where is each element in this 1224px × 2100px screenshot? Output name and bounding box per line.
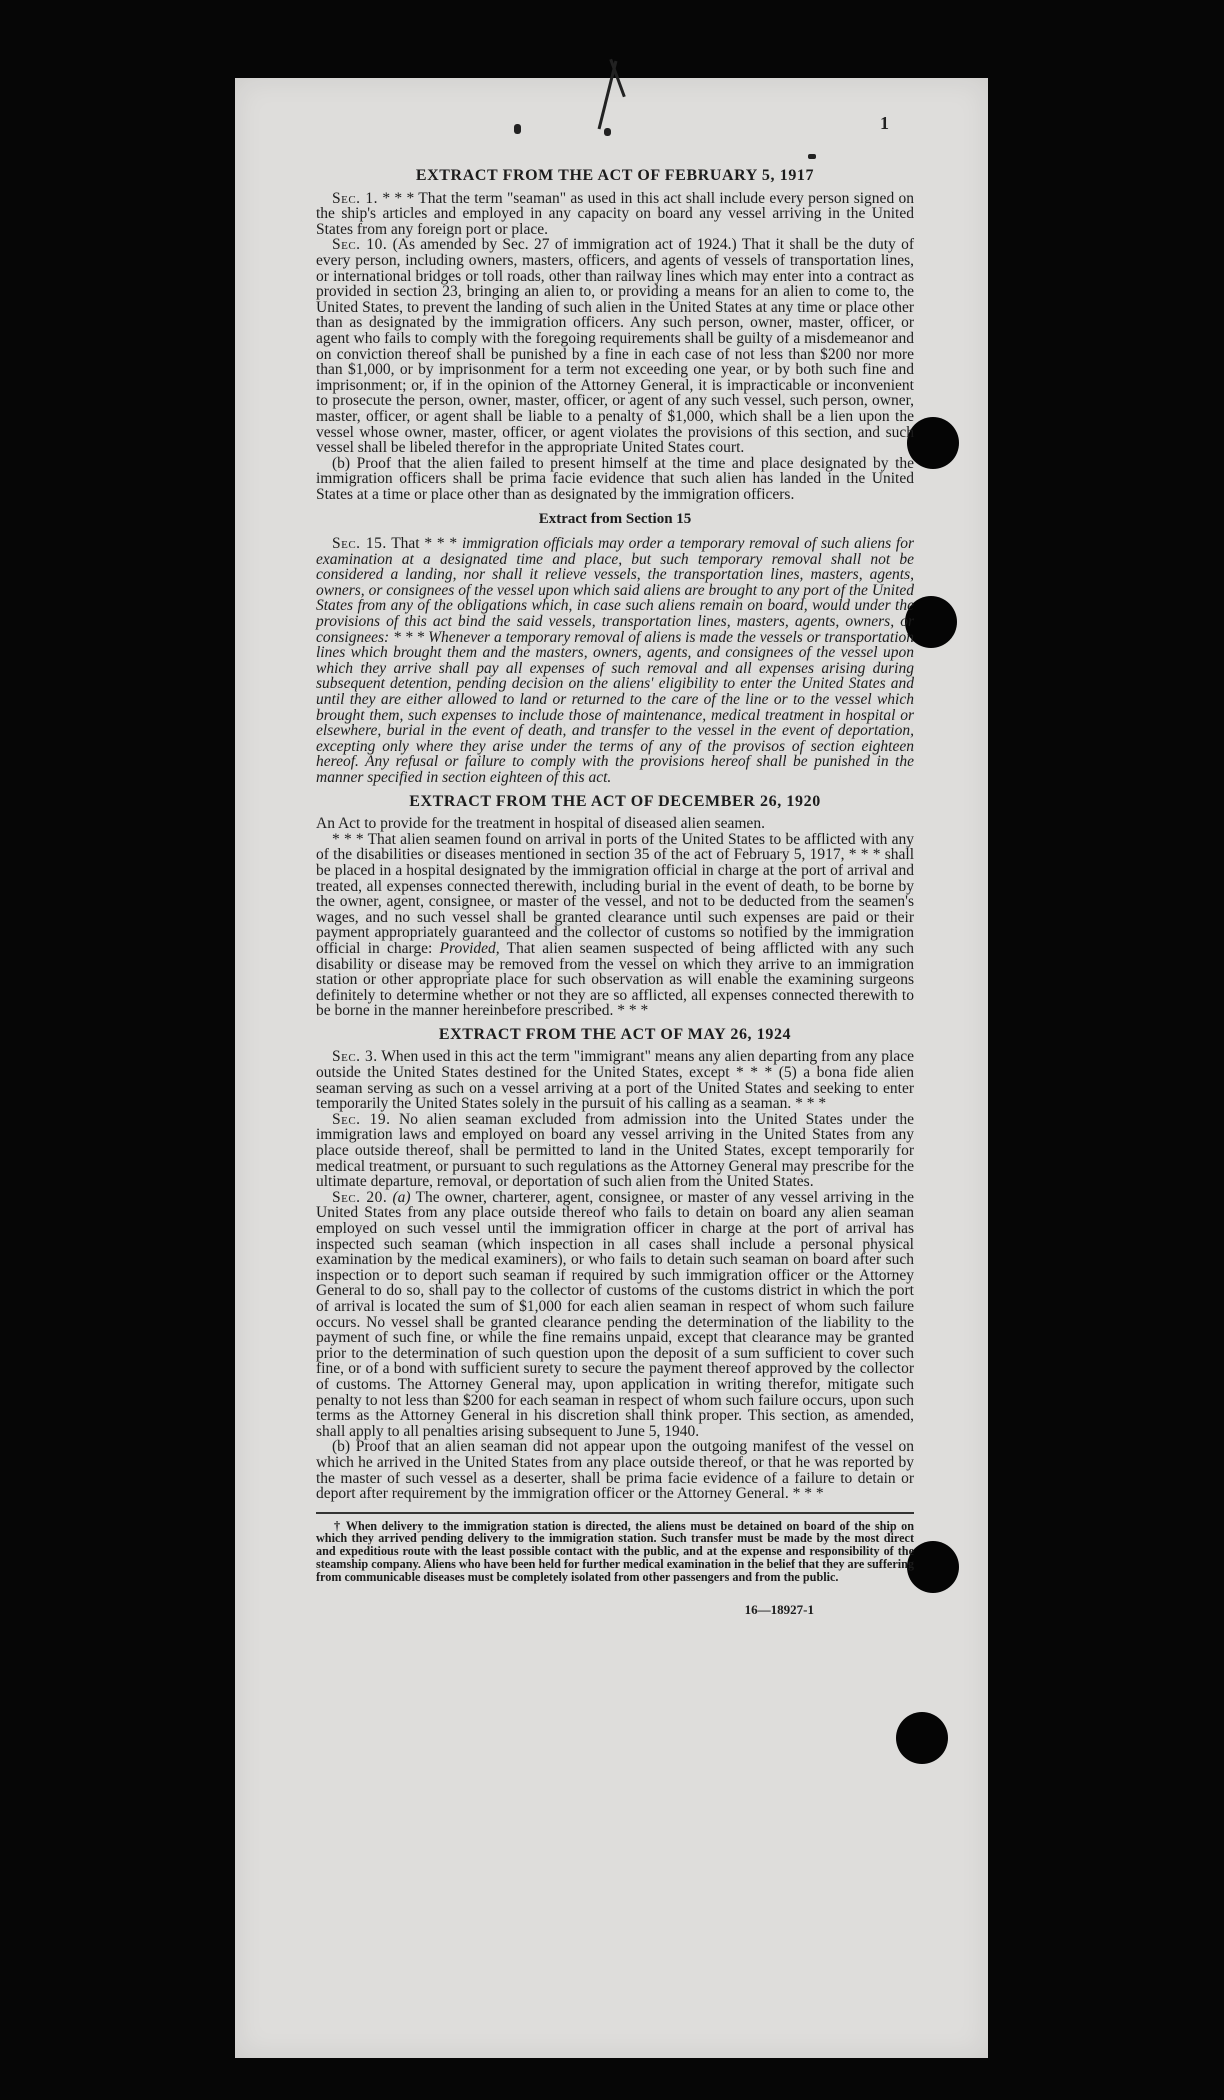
staple-mark — [808, 154, 816, 159]
page-number: 1 — [880, 113, 889, 133]
section-heading-1920: EXTRACT FROM THE ACT OF DECEMBER 26, 1920 — [409, 792, 821, 810]
sec-text: When used in this act the term "immigrant" means any alien departing from any place outside the United States destined for the United States, except * * * (5) a bona fide alien seaman serving as such on a vessel arriving at a port of the United States and seeking to enter temporarily the United States solely in the pursuit of his calling as a seaman. * * * — [316, 1048, 915, 1113]
sec-text: immigration officials may order a temporary removal of such aliens for examination at a designated time and place, but such temporary removal shall not be considered a landing, nor shall it relieve vessels, the transportation lines, masters, agents, owners, or consignees of the vessel upon which said aliens are brought to any port of the United States from any of the obligations which, in case such aliens remain on board, would under the provisions of this act bind the said vessels, transportation lines, masters, agents, owners, or consignees: * * * Whenever a temporary removal of aliens is made the vessels or transportation lines which brought them and the masters, owners, agents, and consignees of the vessel upon which they arrive shall pay all expenses of such removal and all expenses arising during subsequent detention, pending decision on the aliens' eligibility to enter the United States and until they are either allowed to land or returned to the care of the line or to the vessel which brought them, such expenses to include those of maintenance, medical treatment in hospital or elsewhere, burial in the event of death, and transfer to the vessel in the event of deportation, excepting only where they arise under the terms of any of the provisos of section eighteen hereof. Any refusal or failure to comply with the provisions hereof shall be punished in the manner specified in section eighteen of this act. — [316, 535, 915, 786]
punch-hole — [907, 1541, 959, 1593]
sec-3-paragraph — [316, 1049, 914, 1111]
sec-label: Sec. 1. — [332, 189, 378, 207]
sec-15-paragraph — [316, 536, 914, 786]
document-body — [316, 162, 914, 1617]
sec-label: Sec. 15. — [332, 535, 387, 553]
act-1920-paragraph — [316, 832, 914, 1019]
subsection-heading-15: Extract from Section 15 — [538, 511, 692, 528]
punch-hole — [896, 1712, 948, 1764]
sec-19-paragraph — [316, 1112, 914, 1190]
act-text: * * * That alien seamen found on arrival in ports of the United States to be afflicted with any of the disabilities or diseases mentioned in section 35 of the act of February 5, 1917, * * * shall be placed in a hospital designated by the immigration official in charge at the port of arrival and treated, all expenses connected therewith, including burial in the event of death, to be borne by the owner, agent, consignee, or master of the vessel, and not to be deducted from the seamen's wages, and no such vessel shall be granted clearance until such expenses are paid or their payment appropriately guaranteed and the collector of customs so notified by the immigration official in charge: — [316, 830, 914, 957]
provided-term: Provided, — [439, 939, 500, 957]
sec-1-paragraph — [316, 191, 914, 238]
staple-mark — [604, 128, 611, 136]
sec-text: (As amended by Sec. 27 of immigration act of 1924.) That it shall be the duty of every person, including owners, masters, officers, and agents of vessels of transportation lines, or international bridges or toll roads, other than railway lines which may enter into a contract as provided in section 23, bringing an alien to, or providing a means for an alien to come to, the United States, to prevent the landing of such alien in the United States at any time or place other than as designated by the immigration officers. Any such person, owner, master, officer, or agent who fails to comply with the foregoing requirements shall be guilty of a misdemeanor and on conviction thereof shall be punished by a fine in each case of not less than $200 nor more than $1,000, or by imprisonment for a term not exceeding one year, or by both such fine and imprisonment; or, if in the opinion of the Attorney General, it is impracticable or inconvenient to prosecute the person, owner, master, officer, or agent of any such vessel, such person, owner, master, officer, or agent shall be liable to a penalty of $1,000, which shall be a lien upon the vessel whose owner, master, officer, or agent violates the provisions of this section, and such vessel shall be libeled therefor in the appropriate United States court. — [316, 236, 915, 457]
sec-label: Sec. 19. — [332, 1110, 391, 1128]
sec-label: Sec. 3. — [332, 1048, 378, 1066]
footnote — [316, 1520, 914, 1584]
sec-20-b-paragraph: (b) Proof that an alien seaman did not appear upon the outgoing manifest of the vessel on which he arrived in the United States from any place outside thereof, or that he was reported by the master of such vessel as a deserter, shall be prima facie evidence of a failure to detain or deport after requirement by the immigration officer or the Attorney General. * * * — [316, 1438, 914, 1503]
act-1920-title: An Act to provide for the treatment in hospital of diseased alien seamen. — [316, 815, 765, 833]
act-text: That alien seamen suspected of being afflicted with any such disability or disease may be removed from the vessel on which they arrive to an immigration station or other appropriate place for such observation as will enable the examining surgeons definitely to determine whether or not they are so afflicted, all expenses connected therewith to be borne in the manner hereinbefore prescribed. * * * — [316, 939, 914, 1020]
staple-mark — [514, 124, 521, 134]
section-heading-1924: EXTRACT FROM THE ACT OF MAY 26, 1924 — [438, 1025, 792, 1043]
sec-text: No alien seaman excluded from admission into the United States under the immigration laws and employed on board any vessel arriving in the United States from any place outside thereof, shall be permitted to land in the United States, except temporarily for medical treatment, or pursuant to such regulations as the Attorney General may prescribe for the ultimate departure, removal, or deportation of such alien from the United States. — [316, 1110, 915, 1191]
sec-10-paragraph — [316, 237, 914, 455]
punch-hole — [907, 417, 959, 469]
form-number: 16—18927-1 — [744, 1601, 814, 1617]
sec-20-paragraph — [316, 1190, 914, 1440]
sec-label: Sec. 10. — [332, 236, 388, 254]
subsection-mark: (a) — [392, 1188, 411, 1206]
footnote-text: † When delivery to the immigration station is directed, the aliens must be detained on board of the ship on which they arrived pending delivery to the immigration station. Such transfer must be made by the most direct and expeditious route with the least possible contact with the public, and at the expense and responsibility of the steamship company. Aliens who have been held for further medical examination in the belief that they are suffering from communicable diseases must be completely isolated from other passengers and from the public. — [316, 1518, 914, 1584]
footnote-divider — [316, 1512, 914, 1514]
sec-lead: That * * * — [391, 535, 458, 553]
sec-text: The owner, charterer, agent, consignee, or master of any vessel arriving in the United States from any place outside thereof who fails to detain on board any alien seaman employed on such vessel until the immigration officer in charge at the port of arrival has inspected such seaman (which inspection in all cases shall include a personal physical examination by the medical examiners), or who fails to detain such seaman on board after such inspection or to deport such seaman if required by such immigration officer or the Attorney General to do so, shall pay to the collector of customs of the customs district in which the port of arrival is located the sum of $1,000 for each alien seaman in respect of whom such failure occurs. No vessel shall be granted clearance pending the determination of the liability to the payment of such fine, or while the fine remains unpaid, except that clearance may be granted prior to the determination of such question upon the deposit of a sum sufficient to cover such fine, or of a bond with sufficient surety to secure the payment thereof approved by the collector of customs. The Attorney General may, upon application in writing therefor, mitigate such penalty to not less than $200 for each seaman in respect of whom such failure occurs, upon such terms as the Attorney General in his discretion shall think proper. This section, as amended, shall apply to all penalties arising subsequent to June 5, 1940. — [316, 1188, 914, 1440]
section-heading-1917: EXTRACT FROM THE ACT OF FEBRUARY 5, 1917 — [415, 167, 815, 184]
sec-label: Sec. 20. — [332, 1188, 388, 1206]
sec-10-b-paragraph: (b) Proof that the alien failed to present himself at the time and place designated by the immigration officers shall be prima facie evidence that such alien has landed in the United States at a time or place other than as designated by the immigration officers. — [316, 454, 914, 503]
sec-text: * * * That the term "seaman" as used in this act shall include every person signed on the ship's articles and employed in any capacity on board any vessel arriving in the United States from any foreign port or place. — [316, 189, 915, 238]
